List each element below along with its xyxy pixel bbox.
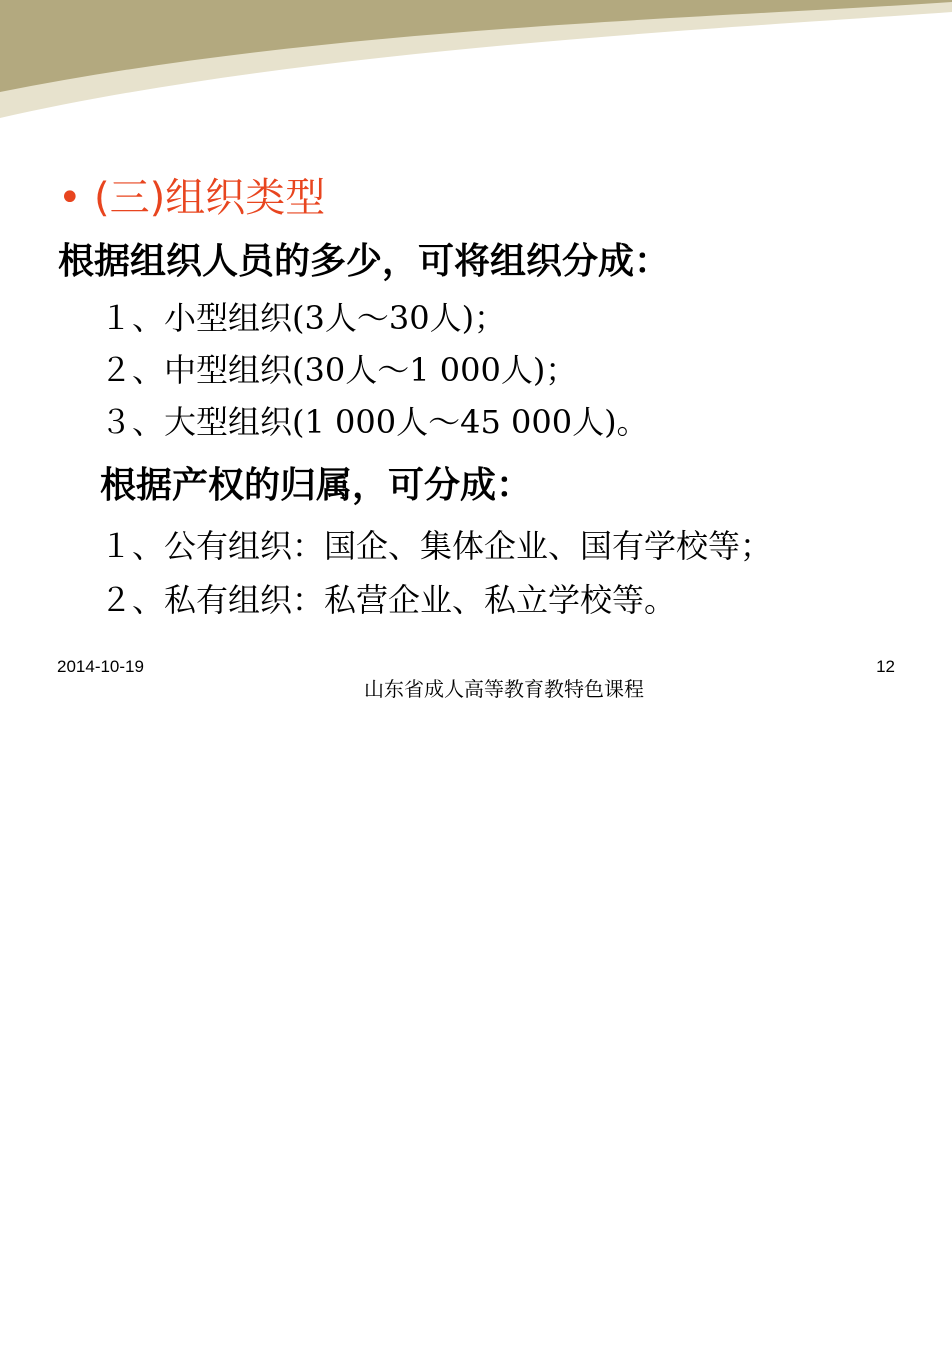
slide-title [58, 172, 325, 224]
list-item-public-org: １、公有组织：国企、集体企业、国有学校等； [100, 527, 773, 565]
header-banner [0, 0, 952, 130]
list-item-small-org: １、小型组织(3人～30人)； [100, 299, 507, 337]
footer-date: 2014-10-19 [57, 657, 144, 676]
section-heading-ownership: 根据产权的归属，可分成： [100, 465, 533, 506]
footer-course-name: 山东省成人高等教育教特色课程 [364, 677, 644, 701]
list-item-large-org: ３、大型组织(1 000人～45 000人)。 [100, 403, 649, 441]
list-item-private-org: ２、私有组织：私营企业、私立学校等。 [100, 581, 677, 619]
list-item-medium-org: ２、中型组织(30人～1 000人)； [100, 351, 578, 389]
section-heading-size: 根据组织人员的多少，可将组织分成： [58, 241, 671, 282]
footer-page-number: 12 [876, 657, 895, 676]
bullet-icon: • [58, 175, 82, 221]
slide-title-text: (三)组织类型 [94, 175, 326, 221]
